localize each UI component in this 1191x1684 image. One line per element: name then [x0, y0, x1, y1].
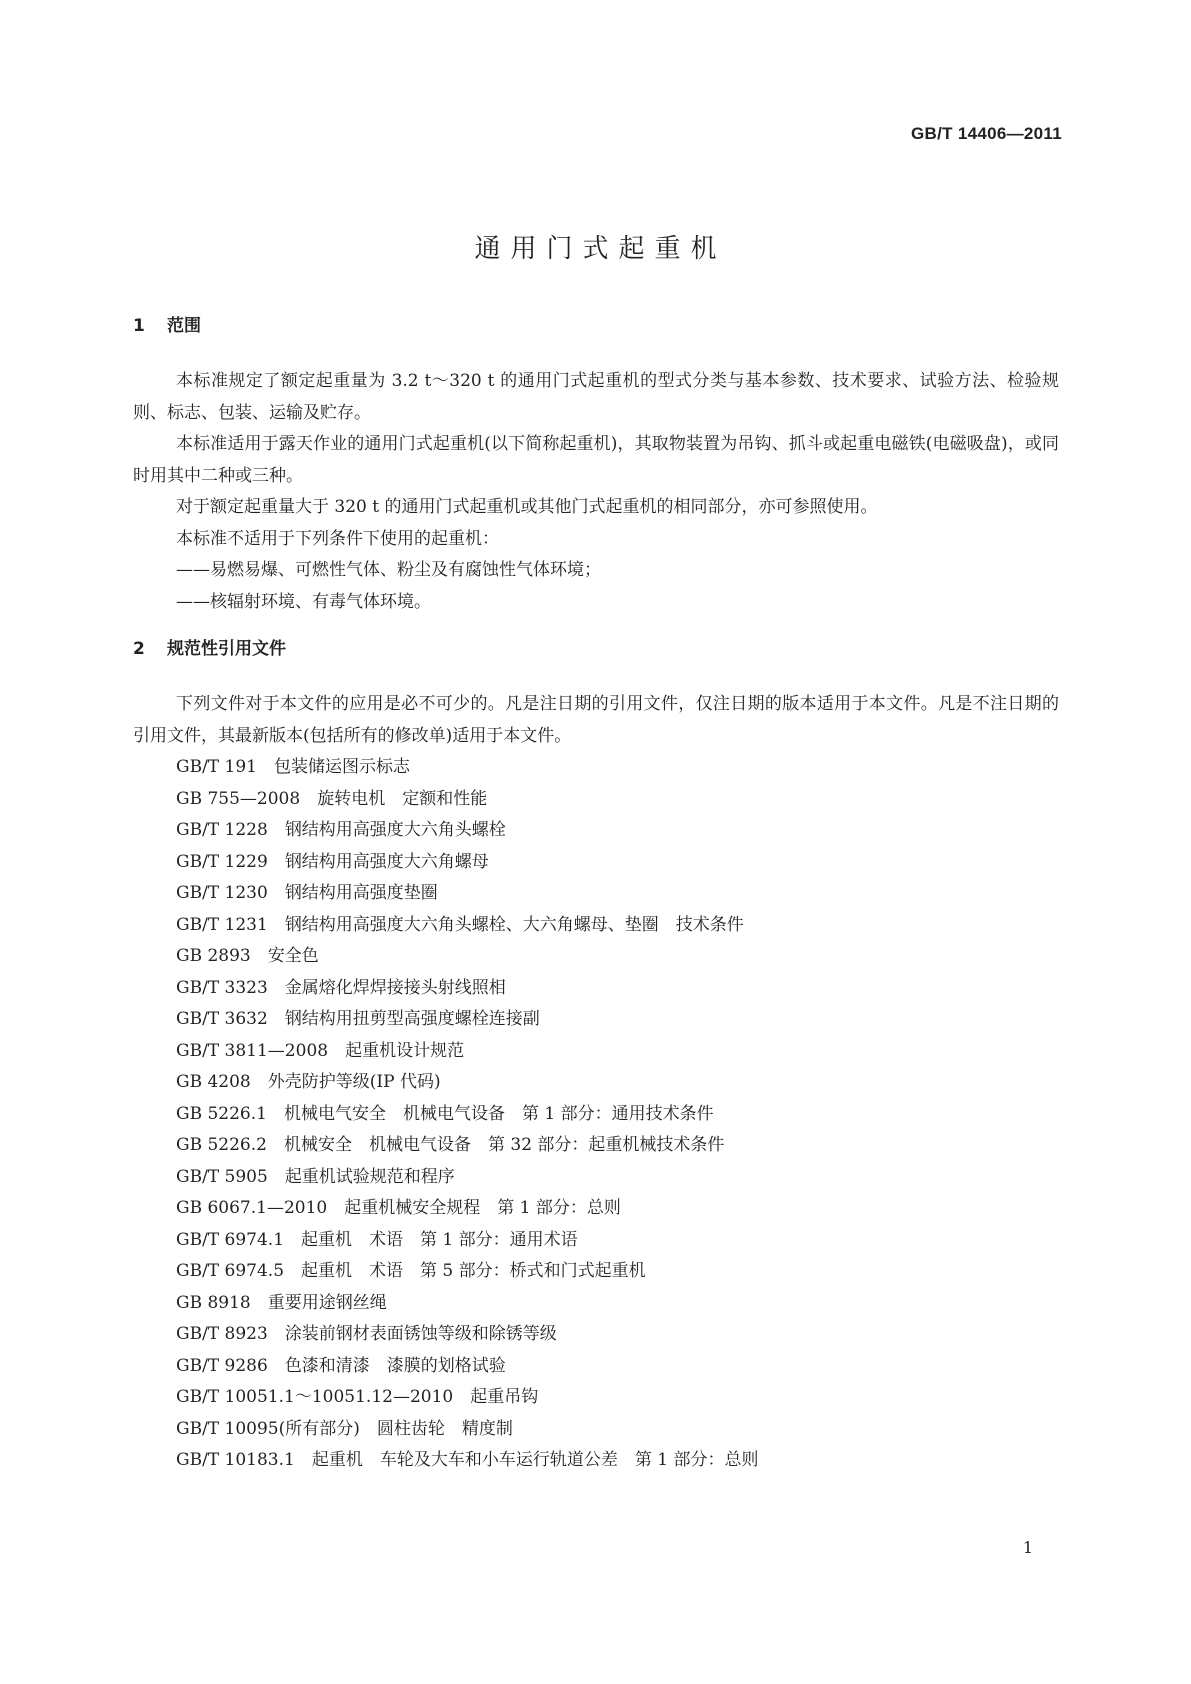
reference-title: 起重机 术语 第 5 部分：桥式和门式起重机: [301, 1261, 646, 1281]
reference-item: [133, 1414, 1059, 1446]
reference-code: GB/T 1229: [176, 851, 268, 872]
reference-code: GB/T 6974.5: [176, 1261, 285, 1281]
reference-code: GB/T 3323: [176, 977, 268, 998]
reference-code: GB/T 10051.1～10051.12—2010: [176, 1387, 454, 1407]
section-1-number: 1: [133, 316, 145, 336]
reference-item: [133, 941, 1059, 973]
reference-title: 钢结构用高强度垫圈: [284, 883, 438, 903]
reference-code: GB/T 1228: [176, 820, 268, 840]
reference-title: 机械安全 机械电气设备 第 32 部分：起重机械技术条件: [283, 1135, 725, 1155]
scope-paragraph-1: 本标准规定了额定起重量为 3.2 t～320 t 的通用门式起重机的型式分类与基本参数、技术要求、试验方法、检验规则、标志、包装、运输及贮存。: [133, 371, 1059, 423]
reference-item: [133, 1036, 1059, 1068]
reference-code: GB/T 3632: [176, 1009, 268, 1029]
reference-code: GB/T 191: [176, 757, 257, 777]
reference-title: 包装储运图示标志: [274, 757, 410, 777]
reference-item: [133, 910, 1059, 942]
reference-title: 旋转电机 定额和性能: [317, 788, 488, 809]
reference-code: GB/T 10095(所有部分): [176, 1418, 360, 1439]
standard-code: GB/T 14406—2011: [911, 124, 1062, 143]
reference-code: GB/T 8923: [176, 1324, 268, 1344]
reference-title: 重要用途钢丝绳: [267, 1292, 387, 1313]
reference-title: 钢结构用扭剪型高强度螺栓连接副: [284, 1009, 540, 1029]
scope-paragraph-4: 本标准不适用于下列条件下使用的起重机：: [176, 528, 499, 549]
reference-code: GB/T 1230: [176, 883, 268, 903]
reference-code: GB 8918: [176, 1292, 251, 1313]
reference-item: [133, 847, 1059, 879]
reference-item: [133, 1319, 1059, 1351]
reference-code: GB 2893: [176, 946, 251, 966]
document-title: 通用门式起重机: [474, 234, 727, 264]
reference-title: 涂装前钢材表面锈蚀等级和除锈等级: [284, 1324, 557, 1344]
reference-item: [133, 1067, 1059, 1099]
reference-item: [133, 1288, 1059, 1320]
section-2-body: [133, 689, 1059, 1477]
references-intro: 下列文件对于本文件的应用是必不可少的。凡是注日期的引用文件，仅注日期的版本适用于本文件。凡是不注日期的引用文件，其最新版本(包括所有的修改单)适用于本文件。: [133, 694, 1059, 746]
reference-item: [133, 1193, 1059, 1225]
reference-title: 起重机 车轮及大车和小车运行轨道公差 第 1 部分：总则: [311, 1450, 759, 1470]
reference-item: [133, 1445, 1059, 1477]
reference-title: 安全色: [267, 946, 319, 966]
reference-title: 钢结构用高强度大六角螺母: [284, 851, 489, 872]
scope-dash-item-1: ——易燃易爆、可燃性气体、粉尘及有腐蚀性气体环境；: [176, 560, 601, 580]
reference-item: [133, 878, 1059, 910]
reference-item: [133, 973, 1059, 1005]
reference-code: GB/T 1231: [176, 914, 268, 935]
reference-item: [133, 1256, 1059, 1288]
reference-code: GB/T 10183.1: [176, 1450, 295, 1470]
reference-item: [133, 815, 1059, 847]
reference-code: GB/T 9286: [176, 1355, 268, 1376]
reference-title: 机械电气安全 机械电气设备 第 1 部分：通用技术条件: [283, 1103, 714, 1124]
reference-code: GB/T 6974.1: [176, 1229, 285, 1250]
reference-title: 起重机设计规范: [345, 1040, 465, 1061]
reference-code: GB 755—2008: [176, 788, 301, 809]
reference-title: 钢结构用高强度大六角头螺栓: [284, 820, 506, 840]
reference-item: [133, 784, 1059, 816]
scope-paragraph-3: 对于额定起重量大于 320 t 的通用门式起重机或其他门式起重机的相同部分，亦可参照使用。: [176, 497, 878, 517]
reference-code: GB 5226.1: [176, 1103, 267, 1124]
reference-title: 起重机试验规范和程序: [284, 1166, 455, 1187]
reference-title: 起重吊钩: [470, 1387, 539, 1407]
section-1-heading: [133, 311, 201, 336]
reference-title: 起重机 术语 第 1 部分：通用术语: [301, 1229, 578, 1250]
reference-item: [133, 1004, 1059, 1036]
reference-title: 起重机械安全规程 第 1 部分：总则: [344, 1198, 621, 1218]
section-2-title: 规范性引用文件: [167, 639, 286, 659]
reference-item: [133, 1130, 1059, 1162]
reference-item: [133, 1382, 1059, 1414]
section-1-body: [133, 366, 1059, 618]
reference-item: [133, 1351, 1059, 1383]
section-1-title: 范围: [167, 316, 201, 336]
reference-title: 色漆和清漆 漆膜的划格试验: [284, 1355, 506, 1376]
reference-item: [133, 752, 1059, 784]
reference-code: GB/T 5905: [176, 1166, 268, 1187]
scope-paragraph-2: 本标准适用于露天作业的通用门式起重机(以下简称起重机)，其取物装置为吊钩、抓斗或起重电磁铁(电磁吸盘)，或同时用其中二种或三种。: [133, 434, 1059, 486]
page-number: 1: [1022, 1538, 1033, 1557]
reference-code: GB 6067.1—2010: [176, 1198, 328, 1218]
scope-dash-item-2: ——核辐射环境、有毒气体环境。: [176, 591, 431, 612]
reference-title: 钢结构用高强度大六角头螺栓、大六角螺母、垫圈 技术条件: [284, 914, 744, 935]
section-2-heading: [133, 634, 286, 659]
reference-code: GB 5226.2: [176, 1135, 267, 1155]
reference-title: 圆柱齿轮 精度制: [376, 1418, 513, 1439]
reference-title: 外壳防护等级(IP 代码): [267, 1072, 441, 1092]
reference-list: [133, 752, 1059, 1477]
reference-code: GB 4208: [176, 1072, 251, 1092]
reference-title: 金属熔化焊焊接接头射线照相: [284, 977, 506, 998]
section-2-number: 2: [133, 639, 145, 659]
reference-item: [133, 1162, 1059, 1194]
reference-code: GB/T 3811—2008: [176, 1040, 329, 1061]
reference-item: [133, 1099, 1059, 1131]
reference-item: [133, 1225, 1059, 1257]
